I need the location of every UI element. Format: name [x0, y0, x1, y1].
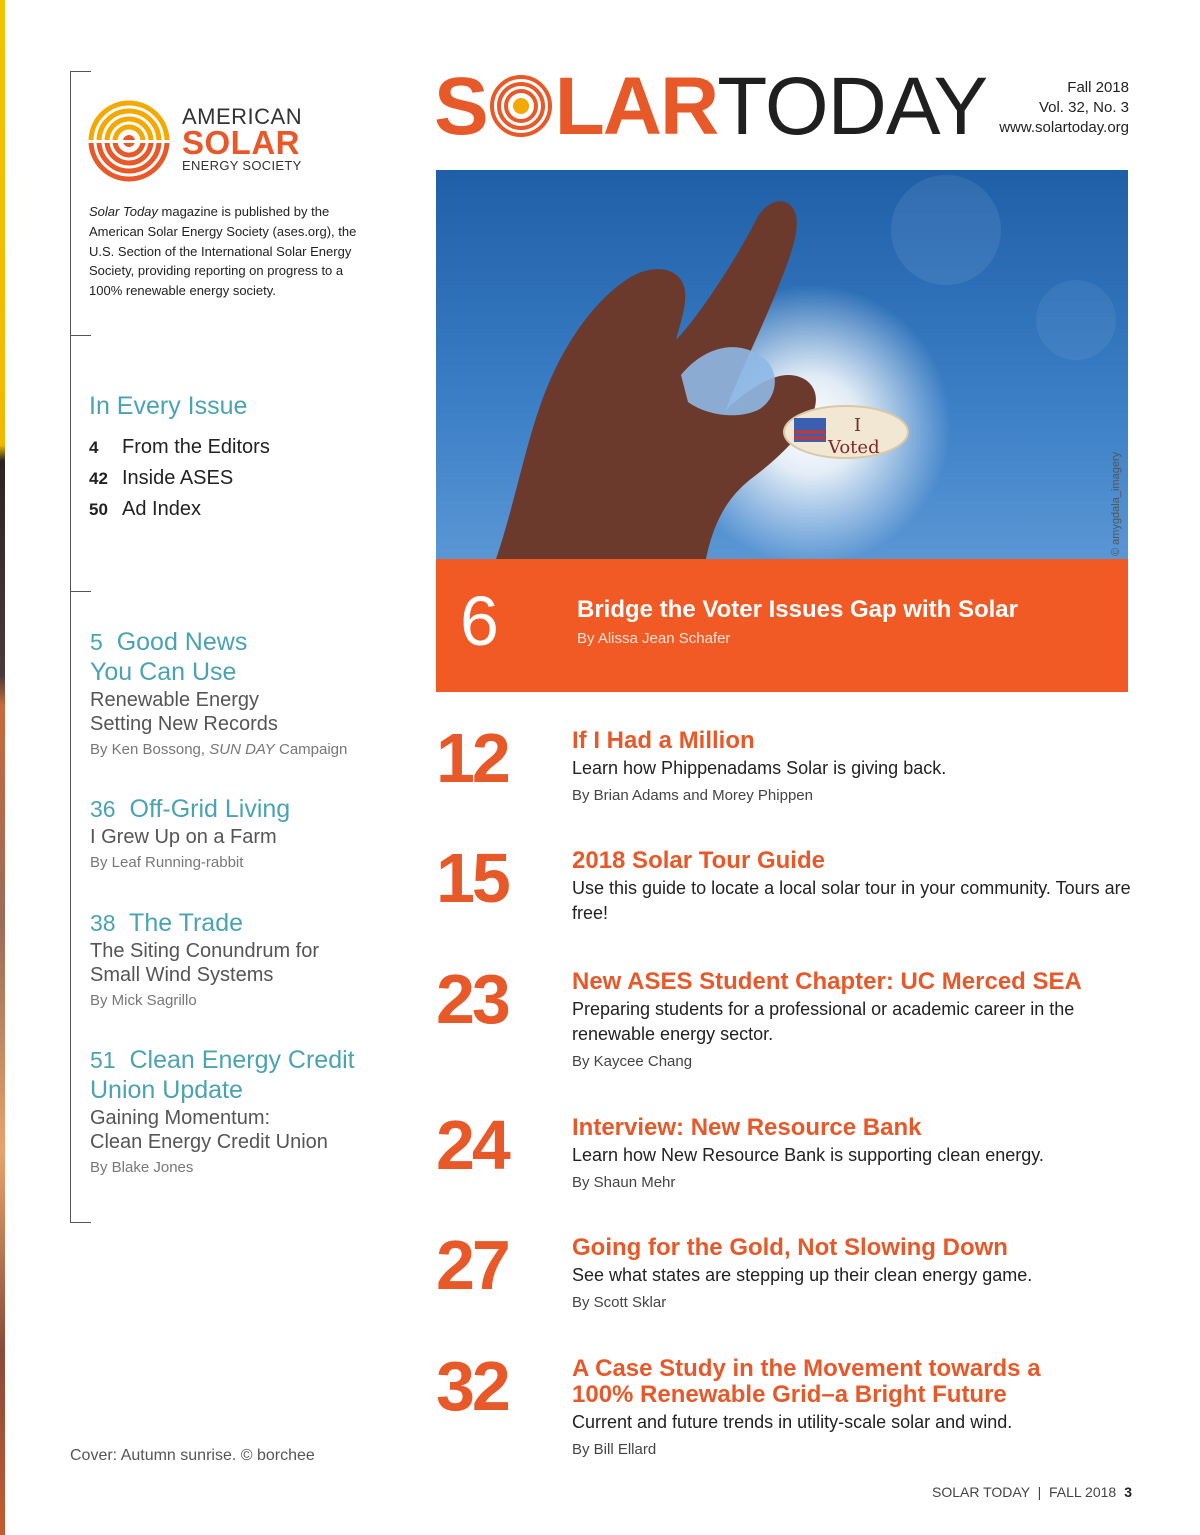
left-article[interactable]	[90, 908, 390, 1009]
article-page-number: 23	[436, 960, 508, 1038]
left-article-title: 5 Good News You Can Use	[90, 628, 248, 686]
article-desc: See what states are stepping up their clean energy game.	[572, 1265, 1033, 1285]
left-article[interactable]	[90, 794, 390, 871]
sticker-text-i: I	[854, 415, 862, 436]
issue-url[interactable]: www.solartoday.org	[999, 119, 1129, 136]
item-title: Inside ASES	[122, 467, 234, 489]
feature-byline: By Alissa Jean Schafer	[577, 630, 731, 647]
publisher-name-line3: ENERGY SOCIETY	[182, 158, 302, 173]
intro-text: magazine is published by the American Solar Energy Society (ases.org), the U.S. Section of the International Solar Energy Society, providing reporting on progress to a 100% renewable energy society.	[89, 204, 357, 299]
article-title: Interview: New Resource Bank	[572, 1114, 922, 1141]
item-page: 50	[89, 499, 108, 519]
features-bracket	[70, 591, 91, 1223]
issue-volume: Vol. 32, No. 3	[1038, 99, 1129, 116]
footer-text: SOLAR TODAY | FALL 2018	[932, 1484, 1117, 1500]
left-article-byline: By Mick Sagrillo	[90, 992, 197, 1009]
article-desc: Learn how Phippenadams Solar is giving back.	[572, 758, 947, 778]
article-page-number: 24	[436, 1106, 508, 1184]
article-page-number: 32	[436, 1347, 508, 1425]
footer-page-number: 3	[1124, 1484, 1132, 1500]
left-article-subtitle: Renewable Energy Setting New Records	[90, 689, 278, 735]
sticker-text-voted: Voted	[828, 437, 880, 458]
article-title: If I Had a Million	[572, 727, 755, 754]
feature-article[interactable]	[436, 559, 1128, 692]
article-byline: By Kaycee Chang	[572, 1053, 693, 1070]
article-byline: By Shaun Mehr	[572, 1174, 676, 1191]
every-issue-item[interactable]	[89, 494, 389, 525]
feature-page-number: 6	[460, 582, 499, 660]
feature-title: Bridge the Voter Issues Gap with Solar	[577, 596, 1018, 623]
masthead-solar-lar: LAR	[554, 61, 718, 152]
every-issue-bracket	[70, 334, 91, 591]
left-article-title: 38 The Trade	[90, 909, 243, 937]
masthead-logo	[434, 62, 987, 152]
article-page-number: 12	[436, 719, 508, 797]
article-title: New ASES Student Chapter: UC Merced SEA	[572, 968, 1082, 995]
issue-info	[999, 78, 1129, 138]
cover-photo	[436, 170, 1128, 559]
left-article-byline: By Blake Jones	[90, 1159, 194, 1176]
left-article-subtitle: I Grew Up on a Farm	[90, 826, 277, 848]
article-desc: Use this guide to locate a local solar tour in your community. Tours are free!	[572, 878, 1131, 923]
item-title: Ad Index	[122, 498, 201, 520]
photo-credit: © amygdala_imagery	[1110, 451, 1122, 556]
ases-logo-icon	[88, 100, 170, 182]
article-desc: Preparing students for a professional or academic career in the renewable energy sector.	[572, 999, 1075, 1044]
article-desc: Learn how New Resource Bank is supporting clean energy.	[572, 1145, 1044, 1165]
page-edge-strip	[0, 0, 5, 1535]
publisher-intro	[89, 202, 379, 301]
article-page-number: 27	[436, 1226, 508, 1304]
article-desc: Current and future trends in utility-scale solar and wind.	[572, 1412, 1013, 1432]
article-page-number: 15	[436, 839, 508, 917]
masthead-solar-s: S	[434, 61, 487, 152]
article-byline: By Bill Ellard	[572, 1441, 657, 1458]
article-byline: By Scott Sklar	[572, 1294, 667, 1311]
left-article[interactable]	[90, 627, 390, 758]
issue-season: Fall 2018	[1067, 79, 1129, 96]
left-article-byline: By Leaf Running-rabbit	[90, 854, 244, 871]
page-footer	[932, 1484, 1132, 1500]
publisher-name-line1: AMERICAN	[182, 104, 303, 129]
masthead-sun-icon	[489, 74, 553, 138]
left-article-byline: By Ken Bossong, SUN DAY Campaign	[90, 741, 348, 758]
masthead-today: TODAY	[717, 61, 988, 152]
article-byline: By Brian Adams and Morey Phippen	[572, 787, 813, 804]
left-article-title: 36 Off-Grid Living	[90, 795, 291, 823]
left-article-subtitle: Gaining Momentum: Clean Energy Credit Union	[90, 1107, 328, 1153]
every-issue-list	[89, 432, 389, 525]
every-issue-heading: In Every Issue	[89, 392, 248, 420]
every-issue-item[interactable]	[89, 463, 389, 494]
left-article-title: 51 Clean Energy Credit Union Update	[90, 1046, 355, 1104]
cover-credit: Cover: Autumn sunrise. © borchee	[70, 1447, 315, 1464]
every-issue-item[interactable]	[89, 432, 389, 463]
item-title: From the Editors	[122, 436, 270, 458]
article-title: A Case Study in the Movement towards a 100% Renewable Grid–a Bright Future	[572, 1355, 1041, 1408]
item-page: 42	[89, 468, 108, 488]
article-title: 2018 Solar Tour Guide	[572, 847, 825, 874]
article-title: Going for the Gold, Not Slowing Down	[572, 1234, 1008, 1261]
item-page: 4	[89, 437, 99, 457]
left-article[interactable]	[90, 1045, 390, 1176]
intro-magazine-title: Solar Today	[89, 204, 158, 219]
left-article-subtitle: The Siting Conundrum for Small Wind Systems	[90, 940, 320, 986]
publisher-name-line2: SOLAR	[182, 124, 300, 161]
